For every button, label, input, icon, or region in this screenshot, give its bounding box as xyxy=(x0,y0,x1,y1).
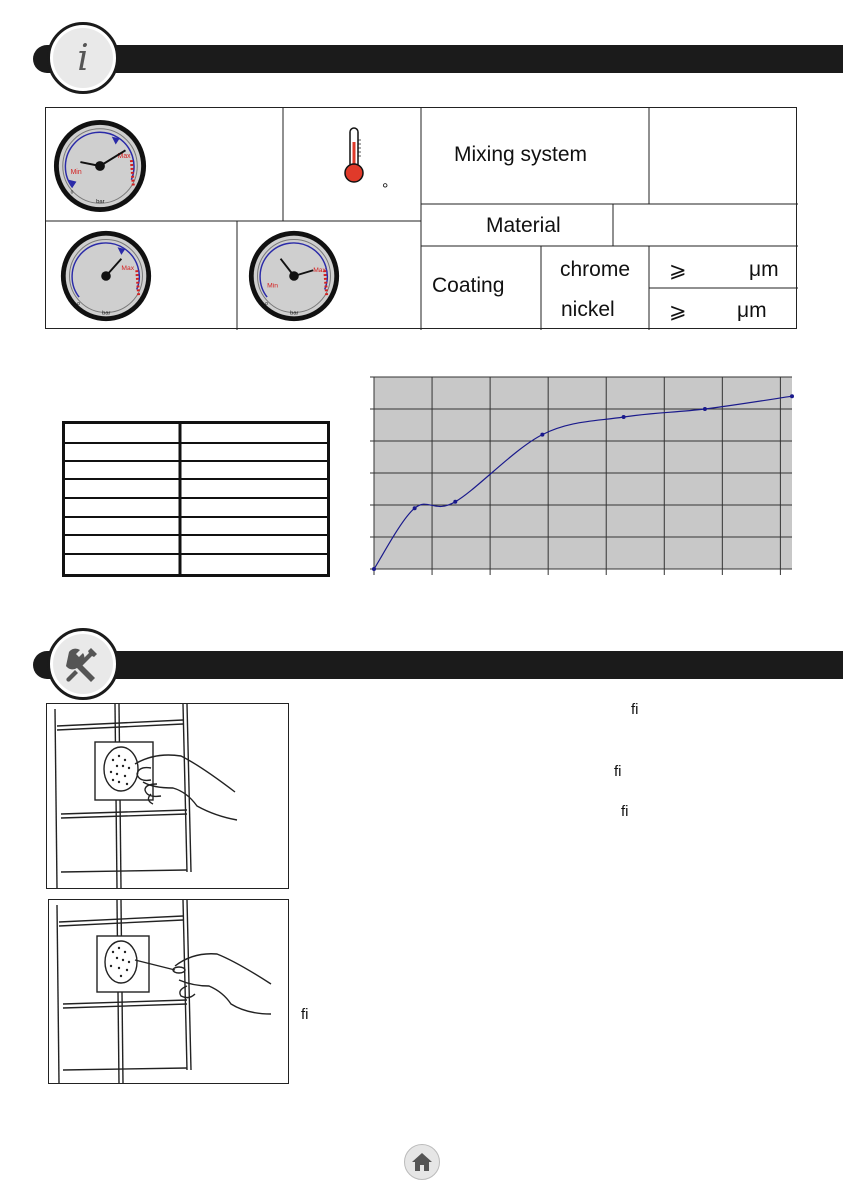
nickel-label: nickel xyxy=(561,298,615,321)
installation-section-bar xyxy=(33,651,843,679)
chart-data-point xyxy=(453,500,457,504)
ligature-fragment-4: fi xyxy=(301,1006,309,1023)
ligature-fragment-3: fi xyxy=(621,803,629,820)
home-button[interactable] xyxy=(404,1144,440,1180)
nickel-ge-symbol: ⩾ xyxy=(669,300,687,323)
chart-data-point xyxy=(540,433,544,437)
wrench-screwdriver-icon xyxy=(61,642,105,686)
svg-text:Max: Max xyxy=(121,265,135,273)
spec-table-grid xyxy=(46,108,798,330)
pressure-gauge-range xyxy=(246,228,342,324)
ligature-fragment-2: fi xyxy=(614,763,622,780)
chart-data-point xyxy=(372,567,376,571)
flow-values-table-grid xyxy=(65,424,327,574)
material-label: Material xyxy=(486,214,561,237)
tools-badge xyxy=(47,628,119,700)
spec-table xyxy=(45,107,797,329)
flow-chart xyxy=(365,373,795,577)
pressure-gauge-min-max xyxy=(51,117,149,215)
chrome-label: chrome xyxy=(560,258,631,281)
hand-pressing-cover-drawing xyxy=(47,704,288,888)
chart-data-point xyxy=(622,415,626,419)
home-icon xyxy=(411,1152,433,1172)
pressure-gauge-max xyxy=(58,228,154,324)
hand-removing-cover-drawing xyxy=(49,900,288,1083)
svg-text:Min: Min xyxy=(267,282,278,290)
svg-text:bar: bar xyxy=(102,310,111,317)
install-step-1-illustration xyxy=(46,703,289,889)
info-section-bar xyxy=(33,45,843,73)
svg-text:Max: Max xyxy=(117,153,131,161)
svg-text:0: 0 xyxy=(265,301,268,307)
chart-data-point xyxy=(703,407,707,411)
coating-label: Coating xyxy=(432,274,505,297)
ligature-fragment-1: fi xyxy=(631,701,639,718)
svg-text:bar: bar xyxy=(290,310,299,317)
svg-text:0: 0 xyxy=(77,301,80,307)
info-icon xyxy=(63,38,103,78)
thermometer-icon xyxy=(342,126,366,184)
svg-text:Max: Max xyxy=(313,267,326,275)
info-badge xyxy=(47,22,119,94)
flow-values-table xyxy=(62,421,330,577)
install-step-2-illustration xyxy=(48,899,289,1084)
svg-text:i: i xyxy=(77,38,89,78)
mixing-system-label: Mixing system xyxy=(454,143,588,166)
svg-text:bar: bar xyxy=(96,199,105,206)
chart-data-point xyxy=(413,506,417,510)
chrome-ge-symbol: ⩾ xyxy=(669,259,687,282)
nickel-unit: μm xyxy=(737,299,767,322)
svg-text:0: 0 xyxy=(70,190,74,196)
degree-symbol: ° xyxy=(382,181,389,198)
svg-text:Min: Min xyxy=(70,168,82,176)
chrome-unit: μm xyxy=(749,258,779,281)
chart-data-point xyxy=(790,394,794,398)
